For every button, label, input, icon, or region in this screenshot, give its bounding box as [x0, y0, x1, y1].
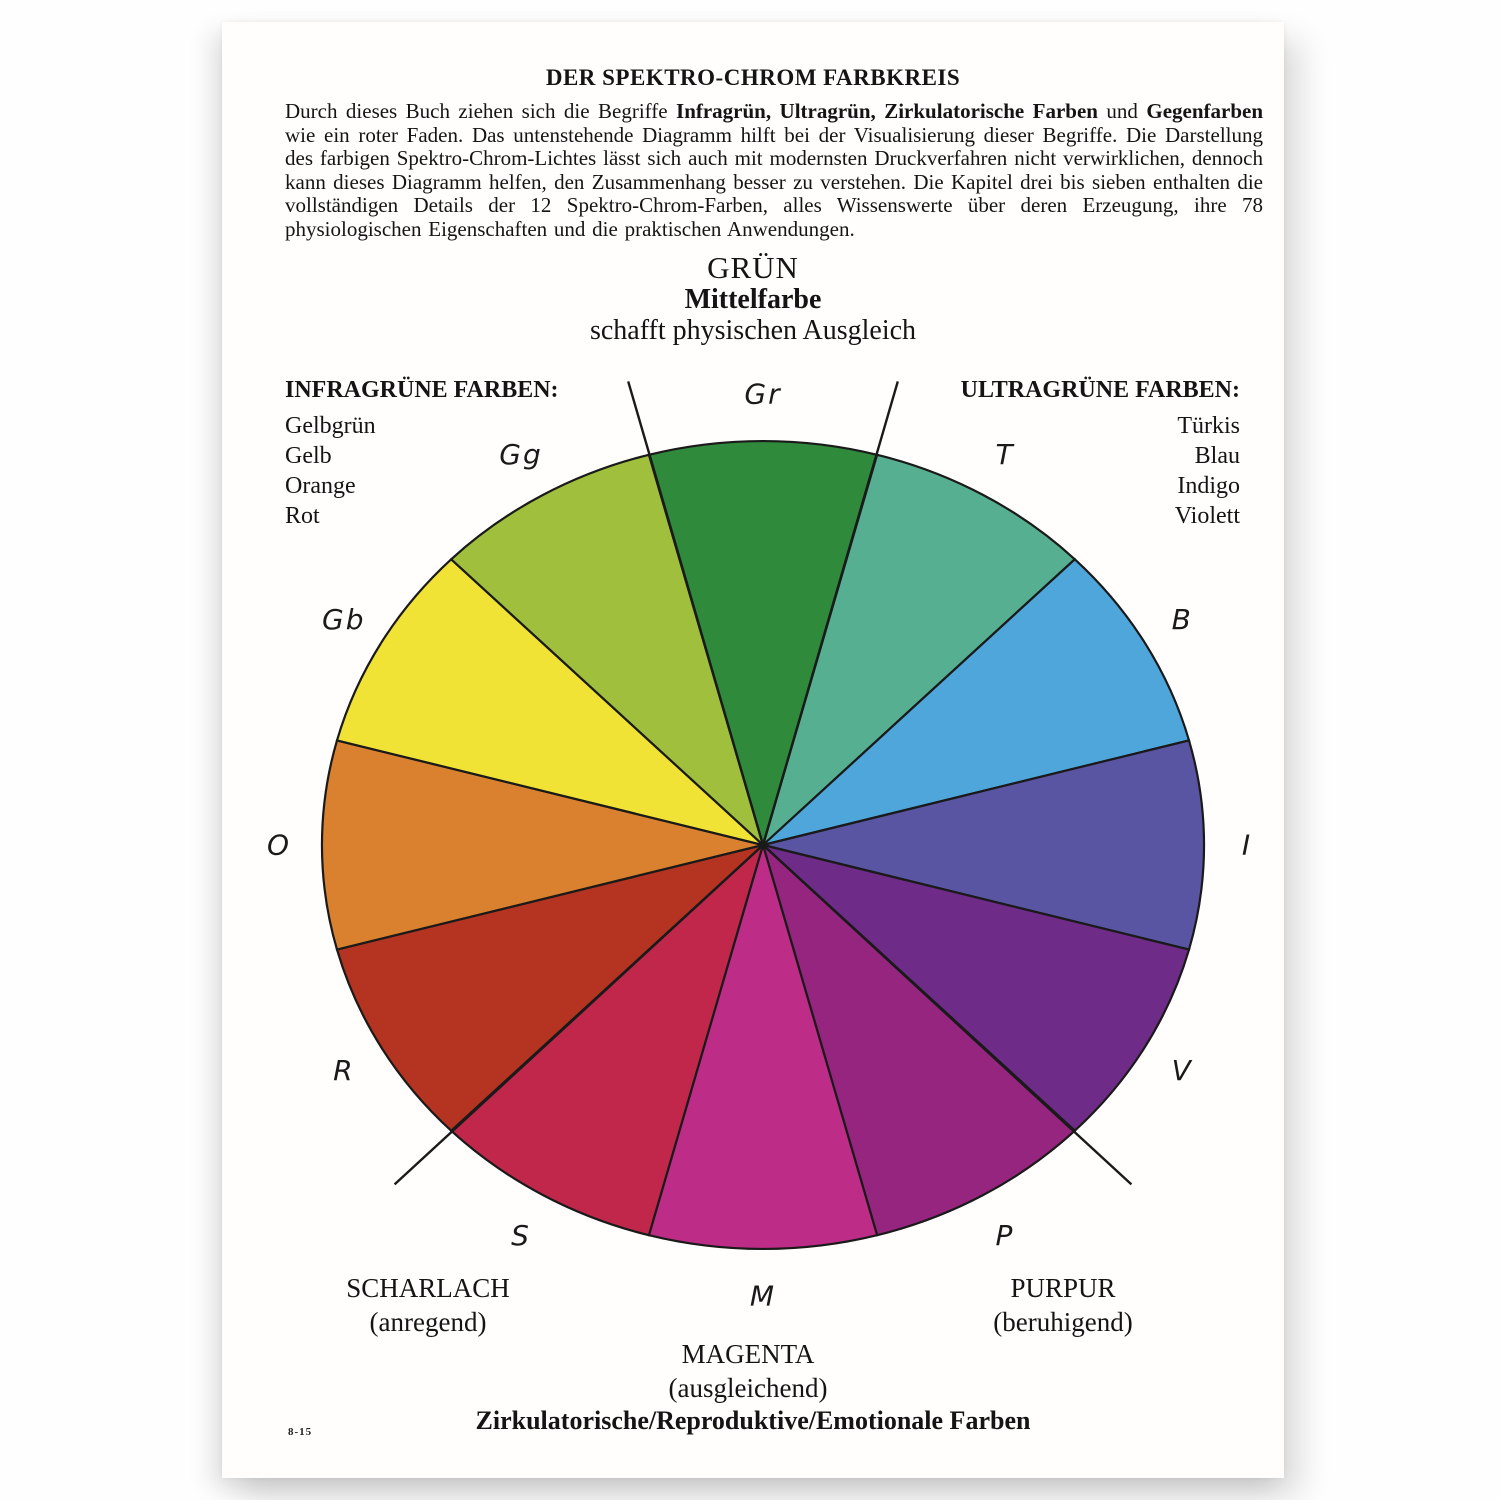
page-number: 8-15 — [288, 1426, 313, 1438]
purpur-quality: (beruhigend) — [993, 1307, 1133, 1337]
wheel-segment-label-T: T — [995, 437, 1015, 471]
wheel-segment-label-Gg: Gg — [499, 437, 543, 471]
wheel-segment-label-M: M — [749, 1279, 777, 1313]
ultragreen-item: Blau — [1194, 443, 1240, 469]
infragreen-item: Gelbgrün — [285, 413, 376, 439]
infragreen-heading: INFRAGRÜNE FARBEN: — [285, 377, 559, 403]
intro-text-run: wie ein roter Faden. Das untenstehende Diagramm hilft bei der Visualisierung dieser Begriffe. Die Darstellung des farbigen Spektro-Chrom-Lichtes lässt sich auch mit modernsten Druckverfahren nicht verwirklichen, dennoch kann dieses Diagramm helfen, den Zusammenhang besser zu verstehen. Die Kapitel drei bis sieben enthalten die vollständigen Details der 12 Spektro-Chrom-Farben, alles Wissenswerte über deren Erzeugung, ihre 78 physiologischen Eigenschaften und die praktischen Anwendungen. — [285, 122, 1263, 241]
wheel-segment-label-S: S — [511, 1219, 531, 1253]
intro-bold-term: Infragrün, Ultragrün, Zirkulatorische Farben — [676, 99, 1098, 123]
wheel-segment-label-Gb: Gb — [322, 603, 366, 636]
color-wheel — [222, 22, 1284, 1478]
ultragreen-item: Violett — [1174, 503, 1240, 529]
infragreen-item: Rot — [285, 503, 320, 529]
page-title: DER SPEKTRO-CHROM FARBKREIS — [545, 65, 961, 90]
magenta-label — [669, 1337, 828, 1405]
purpur-label — [993, 1271, 1132, 1339]
scharlach-label — [346, 1271, 510, 1339]
infragreen-item: Orange — [285, 473, 356, 499]
green-heading-effect: schafft physischen Ausgleich — [589, 315, 917, 346]
wheel-segment-label-O: O — [266, 828, 292, 862]
wheel-segment-label-R: R — [333, 1054, 355, 1087]
circulatory-caption: Zirkulatorische/Reproduktive/Emotionale Farben — [475, 1406, 1031, 1435]
ultragreen-heading: ULTRAGRÜNE FARBEN: — [960, 377, 1240, 403]
wheel-segment-label-P: P — [995, 1219, 1015, 1253]
intro-bold-term: Gegenfarben — [1146, 99, 1264, 123]
scharlach-name: SCHARLACH — [346, 1273, 510, 1303]
scharlach-quality: (anregend) — [369, 1307, 487, 1337]
ultragreen-item: Indigo — [1177, 473, 1240, 499]
wheel-segment-label-V: V — [1171, 1054, 1193, 1087]
purpur-name: PURPUR — [1010, 1273, 1116, 1303]
magenta-quality: (ausgleichend) — [668, 1373, 828, 1403]
magenta-name: MAGENTA — [681, 1339, 815, 1369]
intro-text-run: und — [1097, 99, 1147, 123]
infragreen-item: Gelb — [285, 443, 332, 469]
book-page — [222, 22, 1284, 1478]
green-heading-role: Mittelfarbe — [684, 284, 822, 315]
ultragreen-item: Türkis — [1177, 413, 1240, 439]
green-heading-name: GRÜN — [707, 250, 799, 285]
wheel-segment-label-B: B — [1171, 603, 1193, 636]
wheel-segment-label-Gr: Gr — [744, 377, 782, 411]
intro-text-run: Durch dieses Buch ziehen sich die Begriffe — [285, 99, 677, 123]
wheel-segment-label-I: I — [1241, 828, 1253, 862]
